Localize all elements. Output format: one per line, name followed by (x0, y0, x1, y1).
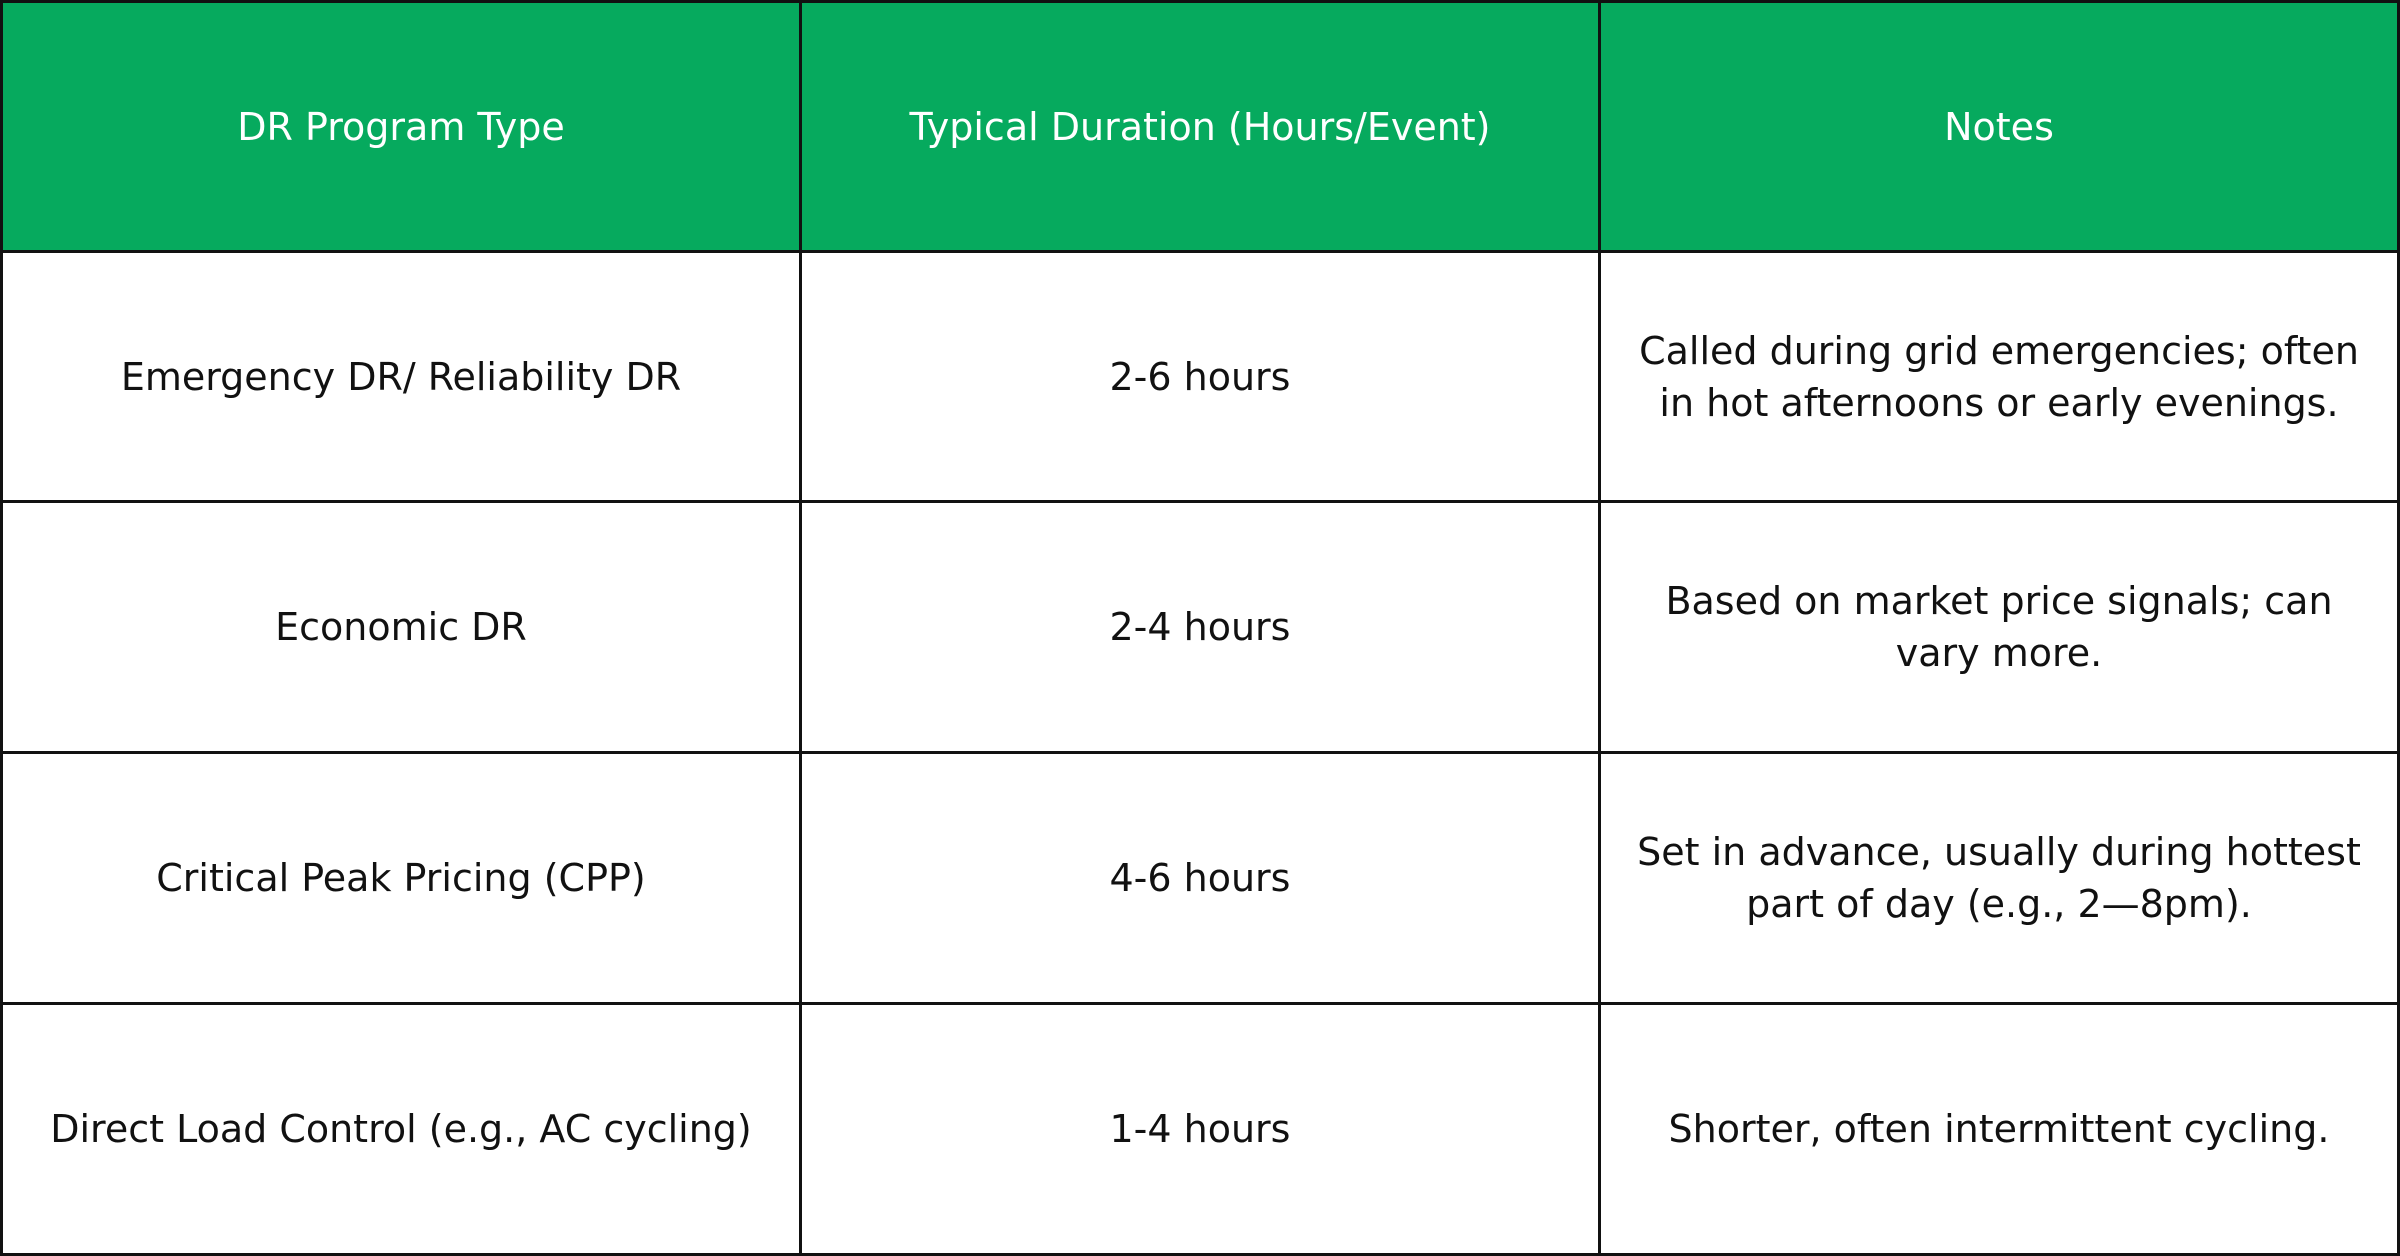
row-2-notes: Based on market price signals; can vary more. (1601, 503, 2397, 754)
row-1-notes: Called during grid emergencies; often in hot afternoons or early evenings. (1601, 253, 2397, 503)
header-program-type: DR Program Type (3, 3, 802, 253)
row-4-notes: Shorter, often intermittent cycling. (1668, 1107, 2330, 1151)
header-typical-duration: Typical Duration (Hours/Event) (802, 3, 1601, 253)
row-1-duration: 2-6 hours (802, 253, 1601, 503)
row-4-duration: 1-4 hours (802, 1005, 1601, 1253)
row-3-notes: Set in advance, usually during hottest part of day (e.g., 2—8pm). (1601, 754, 2397, 1005)
row-4-program-type: Direct Load Control (e.g., AC cycling) (3, 1005, 802, 1253)
row-1-program-type: Emergency DR/ Reliability DR (3, 253, 802, 503)
row-3-program-type: Critical Peak Pricing (CPP) (3, 754, 802, 1005)
header-notes: Notes (1601, 3, 2397, 253)
row-2-duration: 2-4 hours (802, 503, 1601, 754)
row-3-duration: 4-6 hours (802, 754, 1601, 1005)
row-2-program-type: Economic DR (3, 503, 802, 754)
